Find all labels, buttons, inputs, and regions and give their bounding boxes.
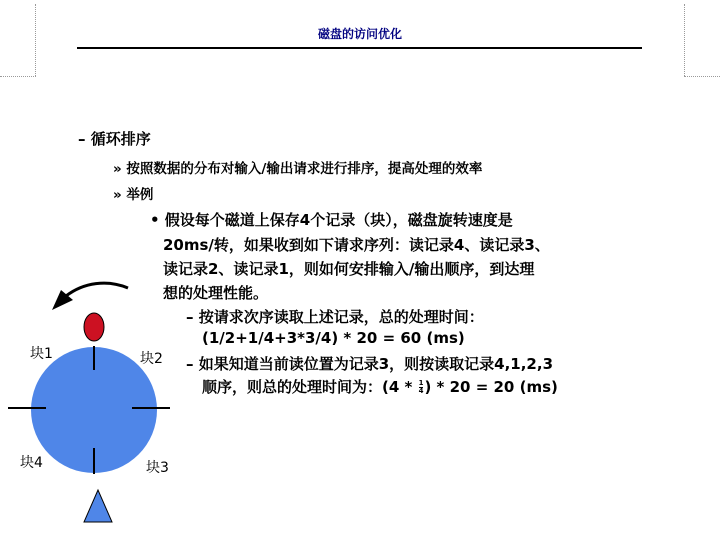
example-line-2: 20ms/转，如果收到如下请求序列：读记录4、读记录3、: [163, 236, 550, 254]
bullet-level2-2: » 举例: [113, 187, 154, 203]
block3-label: 块3: [146, 460, 169, 476]
read-head: [84, 313, 104, 341]
bullet-level1: – 循环排序: [78, 130, 151, 148]
block1-label: 块1: [30, 346, 53, 362]
block4-label: 块4: [20, 455, 43, 471]
pointer-triangle-icon: [84, 490, 112, 522]
fraction-numerator: 1: [418, 379, 424, 387]
case2-suffix: ) * 20 = 20 (ms): [424, 378, 558, 396]
case1-line-1: – 按请求次序读取上述记录，总的处理时间：: [186, 308, 484, 326]
block2-label: 块2: [140, 351, 163, 367]
fraction-denominator: 4: [418, 387, 424, 395]
example-line-1: • 假设每个磁道上保存4个记录（块），磁盘旋转速度是: [150, 211, 513, 229]
slide-title: 磁盘的访问优化: [317, 27, 402, 41]
example-line-4: 想的处理性能。: [163, 284, 269, 302]
rotation-arc: [66, 283, 128, 296]
case2-line-1: – 如果知道当前读位置为记录3，则按读取记录4,1,2,3: [186, 355, 554, 373]
case2-prefix: 顺序，则总的处理时间为：(4 *: [202, 378, 418, 396]
bullet-level2-1: » 按照数据的分布对输入/输出请求进行排序，提高处理的效率: [113, 161, 483, 177]
example-line-3: 读记录2、读记录1，则如何安排输入/输出顺序，到达理: [163, 260, 535, 278]
case1-line-2: (1/2+1/4+3*3/4) * 20 = 60 (ms): [202, 329, 465, 347]
